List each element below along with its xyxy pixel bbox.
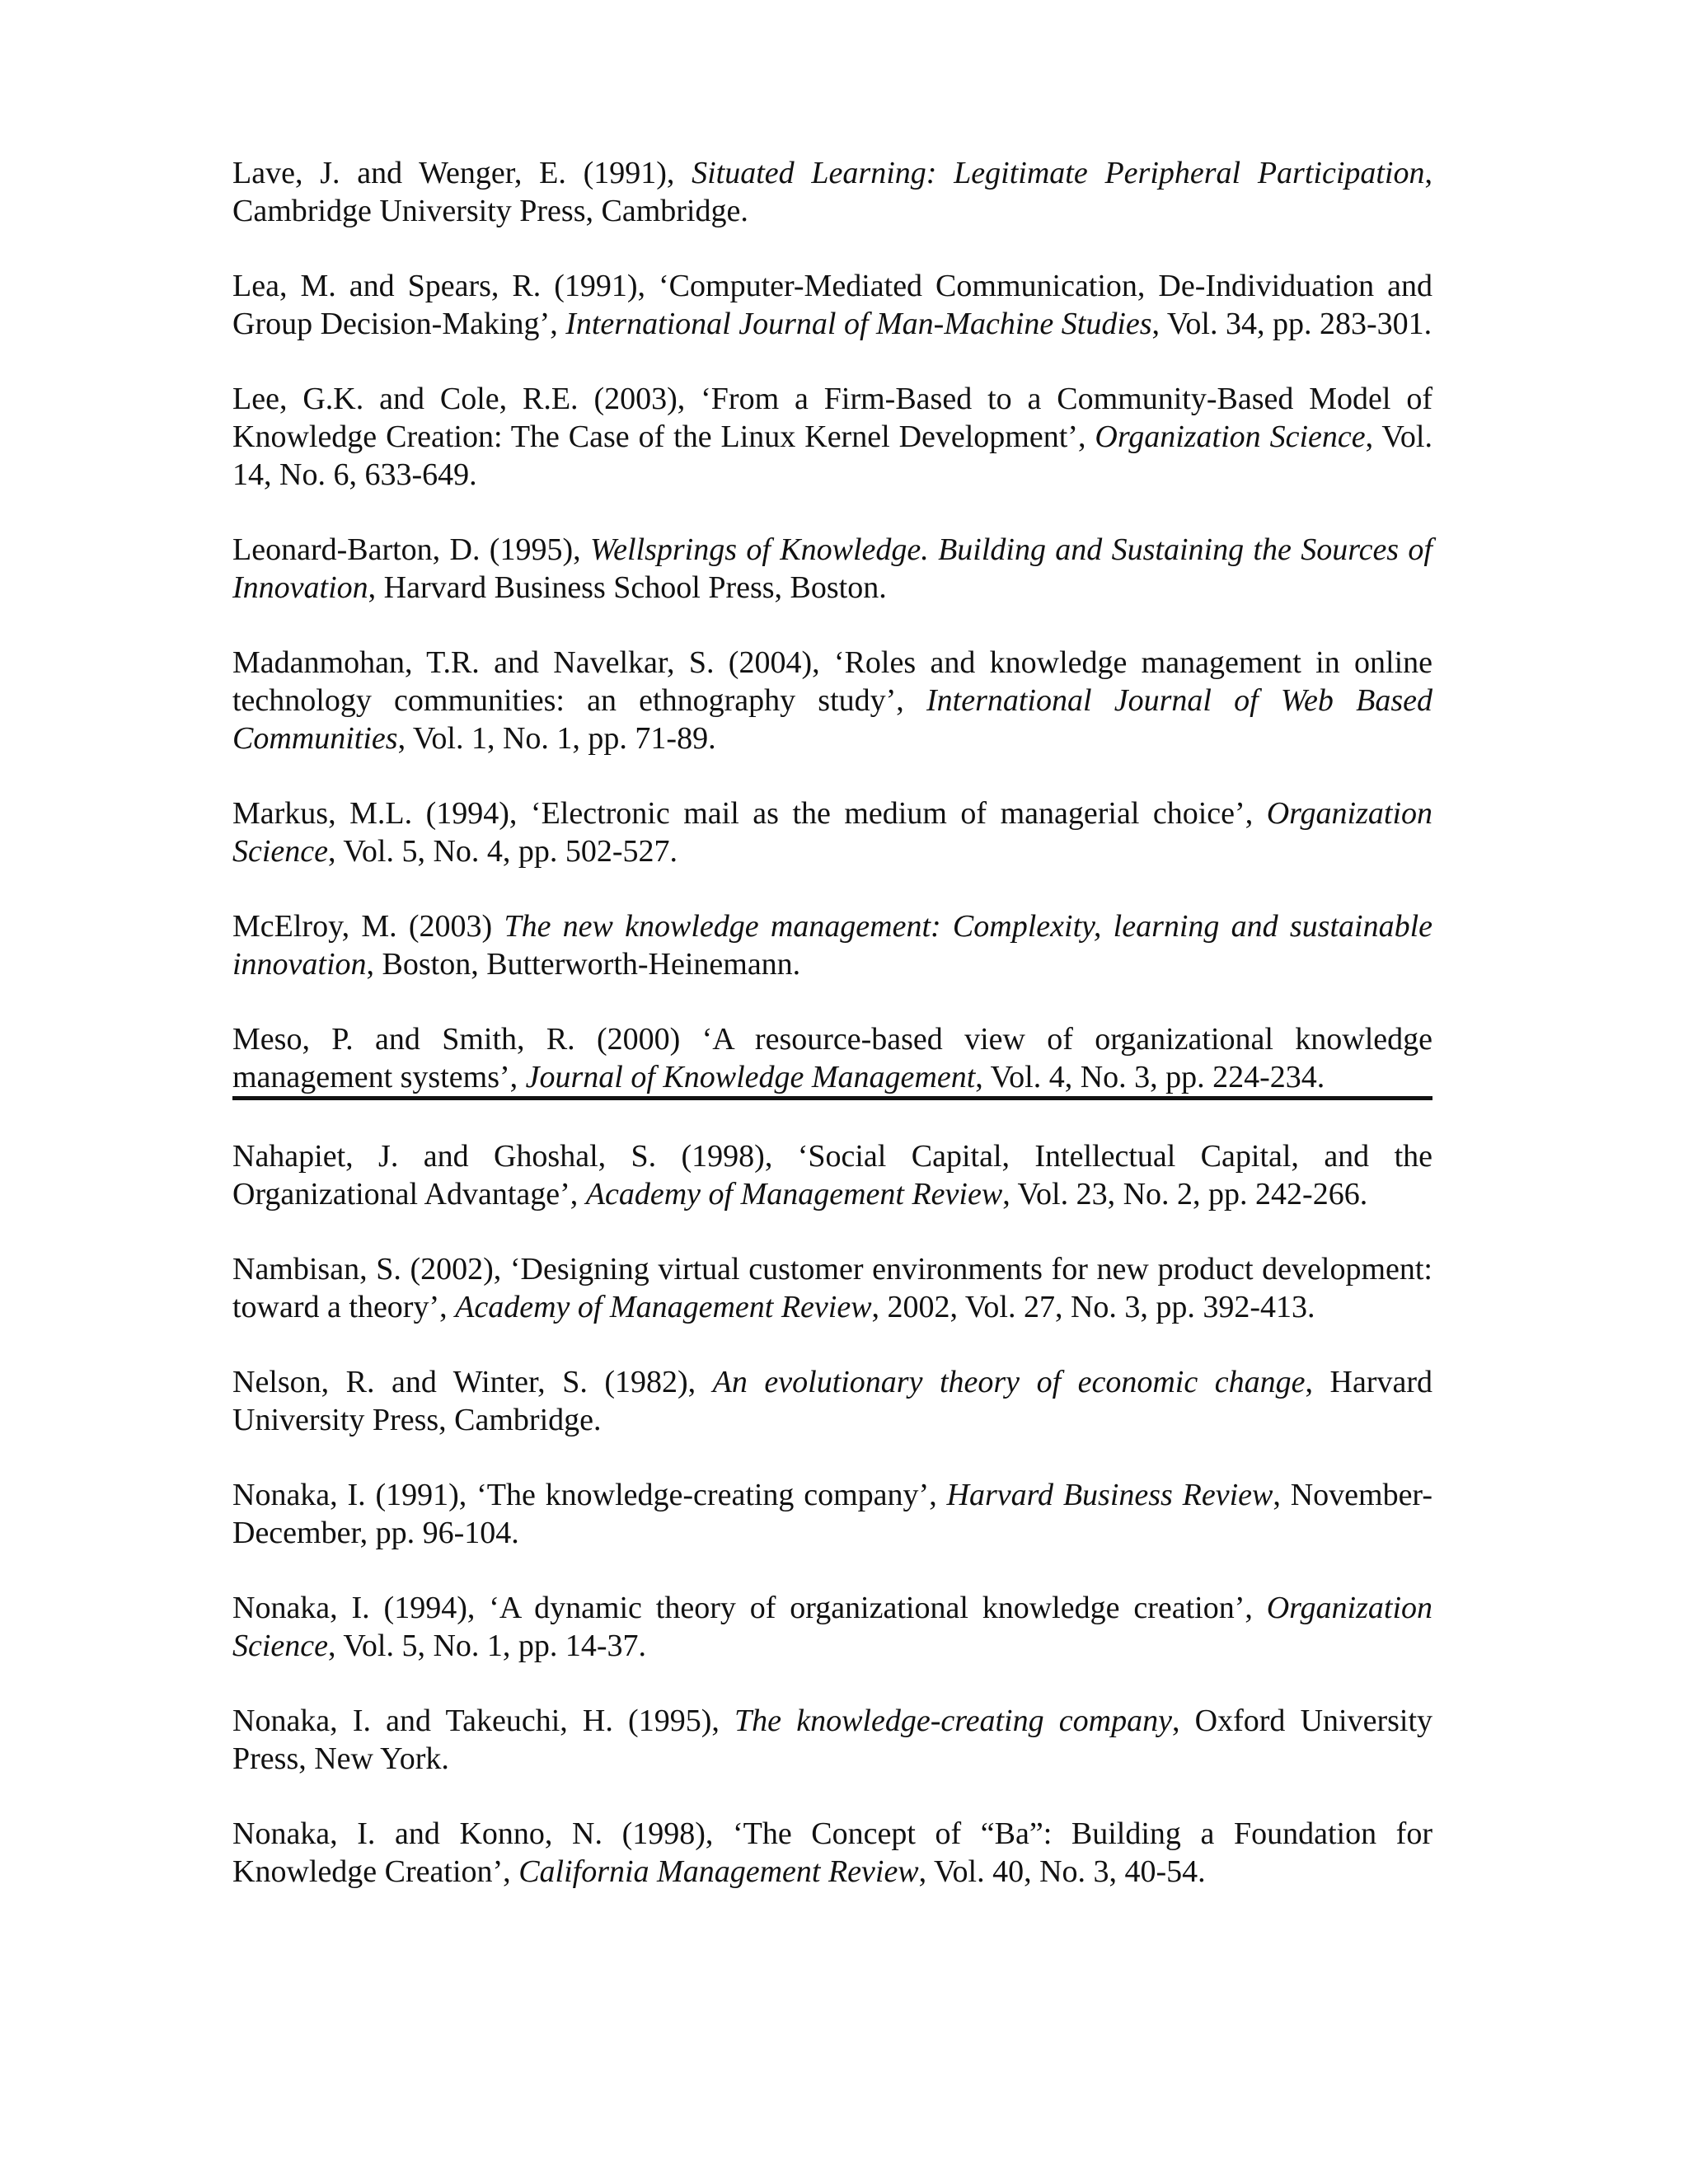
reference-title: An evolutionary theory of economic change [712,1365,1306,1399]
reference-text: , Oxford University Press, New York. [232,1704,1432,1776]
reference-title: Situated Learning: Legitimate Peripheral Participation [692,156,1425,190]
reference-entry [232,1702,1432,1778]
reference-title: Academy of Management Review [455,1290,872,1324]
reference-entry-underlined [232,1020,1432,1100]
reference-text: , November-December, pp. 96-104. [232,1478,1432,1550]
reference-text: Nahapiet, J. and Ghoshal, S. (1998), ‘Social Capital, Intellectual Capital, and the Organizational Advantage’, [232,1139,1432,1212]
reference-title: Journal of Knowledge Management [525,1060,976,1094]
reference-text: Nonaka, I. and Konno, N. (1998), ‘The Concept of “Ba”: Building a Foundation for Knowledge Creation’, [232,1816,1432,1889]
reference-entry [232,154,1432,230]
reference-text: , Harvard University Press, Cambridge. [232,1365,1432,1437]
reference-text: , Vol. 34, pp. 283-301. [1151,307,1432,341]
reference-text: Lea, M. and Spears, R. (1991), ‘Computer-Mediated Communication, De-Individuation and Group Decision-Making’, [232,269,1432,341]
reference-text: , 2002, Vol. 27, No. 3, pp. 392-413. [871,1290,1315,1324]
reference-text: , Vol. 14, No. 6, 633-649. [232,419,1432,492]
reference-text: , Vol. 40, No. 3, 40-54. [918,1854,1206,1889]
reference-entry [232,267,1432,343]
reference-text: Madanmohan, T.R. and Navelkar, S. (2004), ‘Roles and knowledge management in online technology communities: an ethnography study’, [232,645,1432,718]
reference-entry [232,794,1432,870]
reference-title: Harvard Business Review [946,1478,1273,1512]
reference-text: Nonaka, I. and Takeuchi, H. (1995), [232,1704,735,1738]
reference-text: , Vol. 5, No. 1, pp. 14-37. [328,1629,647,1663]
reference-entry [232,1137,1432,1213]
reference-title: The new knowledge management: Complexity, learning and sustainable innovation [232,909,1433,982]
reference-entry [232,380,1432,494]
reference-text: Nambisan, S. (2002), ‘Designing virtual customer environments for new product development: toward a theory’, [232,1252,1432,1324]
reference-title: Organization Science [1095,419,1366,454]
reference-text: McElroy, M. (2003) [232,909,504,944]
reference-title: The knowledge-creating company [734,1704,1172,1738]
reference-title: California Management Review [518,1854,919,1889]
reference-text: , Cambridge University Press, Cambridge. [232,156,1432,228]
reference-text: Leonard-Barton, D. (1995), [232,532,590,567]
reference-entry [232,1363,1432,1439]
reference-text: , Vol. 5, No. 4, pp. 502-527. [328,834,678,869]
reference-text: Nelson, R. and Winter, S. (1982), [232,1365,713,1399]
reference-text: , Harvard Business School Press, Boston. [368,570,887,605]
reference-title: Organization Science [232,1591,1432,1663]
reference-entry [232,1476,1432,1552]
reference-text: Nonaka, I. (1991), ‘The knowledge-creating company’, [232,1478,947,1512]
reference-text: Meso, P. and Smith, R. (2000) ‘A resource-based view of organizational knowledge management systems’, [232,1022,1432,1094]
reference-text: , Vol. 23, No. 2, pp. 242-266. [1002,1177,1368,1212]
reference-entry [232,1815,1432,1891]
reference-entry [232,1589,1432,1665]
reference-text: Lave, J. and Wenger, E. (1991), [232,156,692,190]
reference-text: , Vol. 1, No. 1, pp. 71-89. [397,721,716,756]
reference-entry [232,531,1432,607]
reference-entry [232,644,1432,757]
reference-list [232,154,1432,1928]
reference-title: Academy of Management Review [585,1177,1003,1212]
reference-text: , Vol. 4, No. 3, pp. 224-234. [975,1060,1325,1094]
reference-text: Lee, G.K. and Cole, R.E. (2003), ‘From a Firm-Based to a Community-Based Model of Knowledge Creation: The Case of the Linux Kernel Development’, [232,382,1432,454]
reference-entry [232,907,1432,983]
reference-entry [232,1250,1432,1326]
reference-title: Organization Science [232,796,1432,869]
reference-text: , Boston, Butterworth-Heinemann. [366,947,801,982]
reference-title: Wellsprings of Knowledge. Building and Sustaining the Sources of Innovation [232,532,1432,605]
reference-text: Nonaka, I. (1994), ‘A dynamic theory of organizational knowledge creation’, [232,1591,1267,1625]
reference-text: Markus, M.L. (1994), ‘Electronic mail as the medium of managerial choice’, [232,796,1267,831]
reference-title: International Journal of Man-Machine Studies [565,307,1152,341]
reference-title: International Journal of Web Based Communities [232,683,1432,756]
